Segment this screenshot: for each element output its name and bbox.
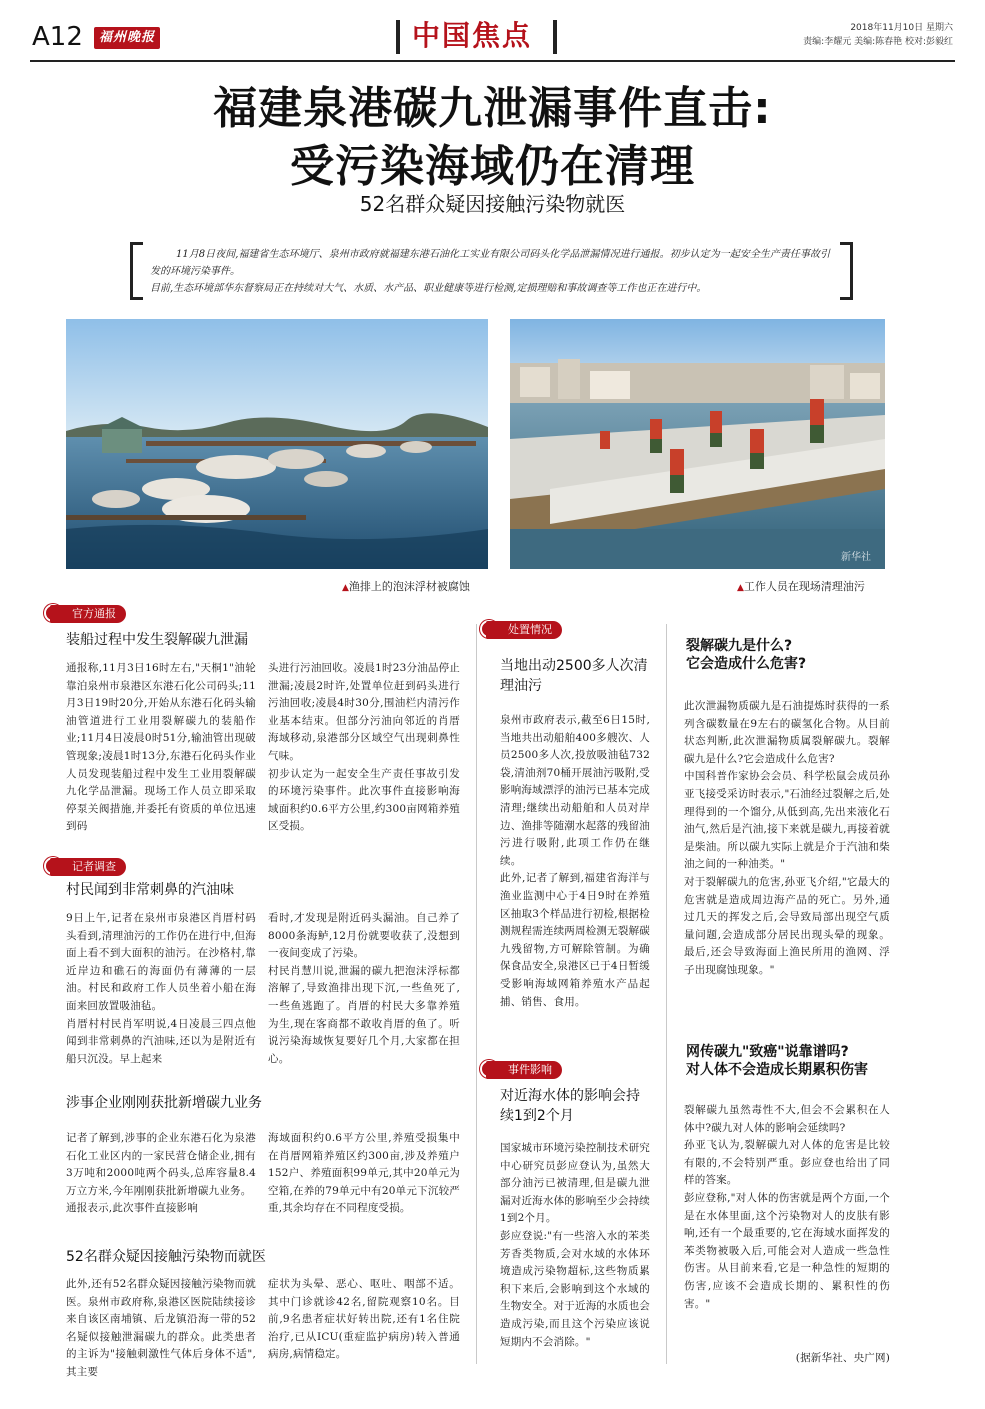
col3-heading-2a: 网传碳九"致癌"说靠谱吗? [686, 1044, 849, 1060]
photo-left-caption: ▲渔排上的泡沫浮材被腐蚀 [342, 580, 470, 593]
photo-right-caption: ▲工作人员在现场清理油污 [737, 580, 865, 593]
col3-heading-1a: 裂解碳九是什么? [686, 638, 793, 654]
col2-p1: 泉州市政府表示,截至6日15时,当地共出动船舶400多艘次、人员2500多人次,投放吸油毡732袋,清油剂70桶开展油污吸附,受影响海域漂浮的油污已基本完成清理;继续出动船舶和人员对岸边、渔排等随潮水起落的残留油污进行吸附,此项工作仍在继续。 此外,记者了解到,福建省海洋与渔业监测中心于4日9时在养殖区抽取3个样品进行初检,根据检测规程需连续两周检测无裂解碳九残留物,方可解除管制。为确保食品安全,泉港区已于4日暂缓受影响海域网箱养殖水产品起捕、销售、食用。 [500, 714, 650, 1008]
masthead-divider-right [553, 20, 557, 54]
intro-bracket-left [130, 242, 143, 300]
tag-handling-status: 处置情况 [486, 621, 562, 639]
col1-p3-left: 记者了解到,涉事的企业东港石化为泉港石化工业区内的一家民营仓储企业,拥有3万吨和2000吨两个码头,总库容量8.4万立方米,今年刚刚获批新增碳九业务。 通报表示,此次事件直接影响 [66, 1132, 256, 1215]
photo-fish-farm [66, 319, 488, 569]
col3-p2: 裂解碳九虽然毒性不大,但会不会累积在人体中?碳九对人体的影响会延续吗? 孙亚飞认为,裂解碳九对人体的危害是比较有限的,不会特别严重。彭应登也给出了同样的答案。 彭应登称,"对人体的伤害就是两个方面,一个是在水体里面,这个污染物对人的皮肤有影响,还有一个最重要的,它在海域水面挥发的苯类物被吸入后,可能会对人造成一些急性伤害。从目前来看,它是一种急性的短期的伤害,应该不会造成长期的、累积性的伤害。" [684, 1104, 890, 1310]
col3-heading-2b: 对人体不会造成长期累积伤害 [686, 1062, 868, 1078]
col1-p2-right: 看时,才发现是附近码头漏油。自己养了8000条海鲈,12月份就要收获了,没想到一夜间变成了污染。 村民肖慧川说,泄漏的碳九把泡沫浮标都溶解了,导致渔排出现下沉,一些鱼死了,一些鱼逃跑了。肖厝的村民大多靠养殖为生,现在客商都不敢收肖厝的鱼了。听说污染海域恢复要好几个月,大家都在担心。 [268, 912, 460, 1065]
col2-p2: 国家城市环境污染控制技术研究中心研究员彭应登认为,虽然大部分油污已被清理,但是碳九泄漏对近海水体的影响至少会持续1到2个月。 彭应登说:"有一些溶入水的苯类芳香类物质,会对水域的水体环境造成污染物超标,这些物质累积下来后,会影响到这个水域的生物安全。对于近海的水质也会造成污染,而且这个污染应该说短期内不会消除。" [500, 1142, 650, 1348]
caption-triangle-icon: ▲ [342, 583, 349, 593]
intro-text: 11月8日夜间,福建省生态环境厅、泉州市政府就福建东港石油化工实业有限公司码头化学品泄漏情况进行通报。初步认定为一起安全生产责任事故引发的环境污染事件。 目前,生态环境部华东督察局正在持续对大气、水质、水产品、职业健康等进行检测,定损理赔和事故调查等工作也正在进行中。 [150, 249, 830, 294]
col1-p1-right: 头进行污油回收。凌晨1时23分油品停止泄漏;凌晨2时许,处置单位赶到码头进行污油回收;凌晨4时30分,围油栏内清污作业基本结束。但部分污油向邻近的肖厝海域移动,泉港部分区域空气出现刺鼻性气味。 初步认定为一起安全生产责任事故引发的环境污染事件。此次事件直接影响海域面积约0.6平方公里,约300亩网箱养殖区受损。 [268, 662, 460, 833]
col1-p4-right: 症状为头晕、恶心、呕吐、咽部不适。其中门诊就诊42名,留院观察10名。目前,9名患者症状好转出院,还有1名住院治疗,已从ICU(重症监护病房)转入普通病房,病情稳定。 [268, 1278, 460, 1361]
photo-watermark: 新华社 [841, 552, 871, 563]
col1-p4-left: 此外,还有52名群众疑因接触污染物而就医。泉州市政府称,泉港区医院陆续接诊来自该区南埔镇、后龙镇沿海一带的52名疑似接触泄漏碳九的群众。此类患者的主诉为"接触刺激性气体后身体不适",其主要 [66, 1278, 256, 1378]
col3-source: (据新华社、央广网) [795, 1352, 890, 1364]
masthead-rule [30, 60, 955, 62]
col1-heading-4: 52名群众疑因接触污染物而就医 [66, 1249, 266, 1265]
column-divider-1 [476, 624, 477, 1364]
col3-p1: 此次泄漏物质碳九是石油提炼时获得的一系列含碳数量在9左右的碳氢化合物。从目前状态判断,此次泄漏物质属裂解碳九。裂解碳九是什么?它会造成什么危害? 中国科普作家协会会员、科学松鼠会成员孙亚飞接受采访时表示,"石油经过裂解之后,处理得到的一个馏分,从低到高,先出来液化石油气,然后是汽油,接下来就是碳九,再接着就是柴油。所以碳九实际上就是介于汽油和柴油之间的一种油类。" 对于裂解碳九的危害,孙亚飞介绍,"它最大的危害就是造成周边海产品的死亡。另外,通过几天的挥发之后,会导致局部出现空气质量问题,会造成部分居民出现头晕的现象。最后,还会导致海面上渔民所用的渔网、浮子出现腐蚀现象。" [684, 700, 890, 976]
col2-heading-1: 当地出动2500多人次清理油污 [500, 658, 648, 694]
col3-heading-1b: 它会造成什么危害? [686, 656, 807, 672]
headline-subtitle: 52名群众疑因接触污染物就医 [359, 192, 626, 216]
col1-p1-left: 通报称,11月3日16时左右,"天桐1"油轮靠泊泉州市泉港区东港石化公司码头;11月3日19时20分,开始从东港石化码头输油管道进行工业用裂解碳九的装船作业;11月4日凌晨0时51分,输油管出现破管现象;凌晨1时13分,东港石化码头作业人员发现装船过程中发生工业用裂解碳九化学品泄漏。现场工作人员立即采取停泵关阀措施,并委托有资质的单位迅速到码 [66, 662, 256, 833]
caption-triangle-icon: ▲ [737, 583, 744, 593]
masthead-divider-left [396, 20, 400, 54]
col1-heading-1: 装船过程中发生裂解碳九泄漏 [66, 632, 248, 648]
tag-official-report: 官方通报 [50, 605, 126, 623]
col1-p2-left: 9日上午,记者在泉州市泉港区肖厝村码头看到,清理油污的工作仍在进行中,但海面上看不到大面积的油污。在沙格村,靠近岸边和礁石的海面仍有薄薄的一层油。村民和政府工作人员坐着小船在海面来回放置吸油毡。 肖厝村村民肖军明说,4日凌晨三四点他闻到非常刺鼻的汽油味,还以为是附近有船只沉没。早上起来 [66, 912, 256, 1065]
staff-credits: 责编:李耀元 美编:陈春艳 校对:彭毅红 [803, 37, 953, 47]
headline-line-2: 受污染海域仍在清理 [290, 141, 695, 192]
paper-logo [94, 27, 160, 49]
col1-heading-3: 涉事企业刚刚获批新增碳九业务 [66, 1095, 262, 1111]
col1-heading-2: 村民闻到非常刺鼻的汽油味 [66, 882, 234, 898]
photo-cleanup-illustration [510, 319, 885, 569]
page-number: A12 [32, 22, 83, 52]
section-title: 中国焦点 [412, 19, 533, 52]
photo-fish-farm-illustration [66, 319, 488, 569]
tag-reporter-investigation: 记者调查 [50, 858, 126, 876]
tag-event-impact: 事件影响 [486, 1061, 562, 1079]
col1-p3-right: 海域面积约0.6平方公里,养殖受损集中在肖厝网箱养殖区约300亩,涉及养殖户152户、养殖面积99单元,其中20单元为空箱,在养的79单元中有20单元下沉较严重,其余均存在不同程度受损。 [268, 1132, 460, 1215]
photo-cleanup-workers [510, 319, 885, 569]
issue-date: 2018年11月10日 星期六 [850, 23, 953, 33]
paper-name: 福州晚报 [98, 30, 155, 45]
intro-bracket-right [840, 242, 853, 300]
headline-line-1: 福建泉港碳九泄漏事件直击: [213, 83, 772, 134]
col2-heading-2: 对近海水体的影响会持续1到2个月 [500, 1088, 640, 1124]
column-divider-2 [666, 624, 667, 1364]
